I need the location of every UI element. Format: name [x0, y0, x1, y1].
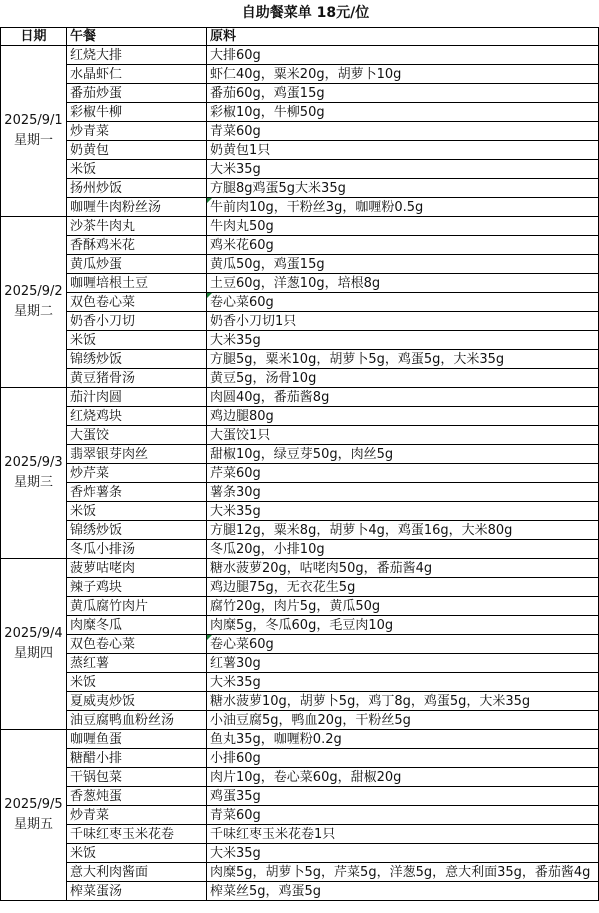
ingredients-cell: 鸡边腿75g，无衣花生5g — [207, 578, 599, 597]
ingredients-cell: 大米35g — [207, 673, 599, 692]
ingredients-cell: 大米35g — [207, 844, 599, 863]
ingredients-cell: 鸡蛋35g — [207, 787, 599, 806]
table-row — [1, 521, 599, 540]
dish-cell: 红烧鸡块 — [67, 407, 207, 426]
table-row — [1, 768, 599, 787]
dish-cell: 茄汁肉圆 — [67, 388, 207, 407]
table-row — [1, 806, 599, 825]
ingredients-cell: 方腿12g，粟米8g，胡萝卜4g，鸡蛋16g，大米80g — [207, 521, 599, 540]
table-row — [1, 312, 599, 331]
dish-cell: 黄瓜炒蛋 — [67, 255, 207, 274]
header-dish: 午餐 — [67, 28, 207, 46]
header-ingredients: 原料 — [207, 28, 599, 46]
ingredients-cell: 青菜60g — [207, 122, 599, 141]
dish-cell: 番茄炒蛋 — [67, 84, 207, 103]
ingredients-cell: 黄瓜50g，鸡蛋15g — [207, 255, 599, 274]
table-row — [1, 255, 599, 274]
dish-cell: 香酥鸡米花 — [67, 236, 207, 255]
table-row — [1, 65, 599, 84]
dish-cell: 咖喱鱼蛋 — [67, 730, 207, 749]
dish-cell: 双色卷心菜 — [67, 635, 207, 654]
ingredients-cell: 大米35g — [207, 160, 599, 179]
ingredients-cell: 牛肉丸50g — [207, 217, 599, 236]
table-row — [1, 445, 599, 464]
table-row — [1, 464, 599, 483]
dish-cell: 双色卷心菜 — [67, 293, 207, 312]
ingredients-cell: 红薯30g — [207, 654, 599, 673]
dish-cell: 米饭 — [67, 502, 207, 521]
table-row — [1, 749, 599, 768]
dish-cell: 黄瓜腐竹肉片 — [67, 597, 207, 616]
ingredients-cell: 大米35g — [207, 331, 599, 350]
table-row — [1, 103, 599, 122]
ingredients-cell: 甜椒10g，绿豆芽50g，肉丝5g — [207, 445, 599, 464]
day-cell — [1, 46, 67, 217]
dish-cell: 夏威夷炒饭 — [67, 692, 207, 711]
day-date: 2025/9/1 — [4, 113, 63, 128]
ingredients-cell: 千味红枣玉米花卷1只 — [207, 825, 599, 844]
dish-cell: 菠萝咕咾肉 — [67, 559, 207, 578]
day-date: 2025/9/4 — [4, 626, 63, 641]
table-row — [1, 388, 599, 407]
table-row — [1, 863, 599, 882]
dish-cell: 香炸薯条 — [67, 483, 207, 502]
day-weekday: 星期二 — [13, 304, 53, 319]
ingredients-cell: 肉糜5g，胡萝卜5g，芹菜5g，洋葱5g，意大利面35g，番茄酱4g — [207, 863, 599, 882]
dish-cell: 炒青菜 — [67, 122, 207, 141]
table-row — [1, 635, 599, 654]
menu-body — [1, 46, 599, 901]
table-row — [1, 502, 599, 521]
dish-cell: 翡翠银芽肉丝 — [67, 445, 207, 464]
ingredients-cell: 番茄60g，鸡蛋15g — [207, 84, 599, 103]
ingredients-cell: 青菜60g — [207, 806, 599, 825]
ingredients-cell: 方腿5g，粟米10g，胡萝卜5g，鸡蛋5g，大米35g — [207, 350, 599, 369]
table-row — [1, 825, 599, 844]
ingredients-cell: 鸡边腿80g — [207, 407, 599, 426]
table-row — [1, 198, 599, 217]
ingredients-cell: 土豆60g，洋葱10g，培根8g — [207, 274, 599, 293]
ingredients-cell: 黄豆5g，汤骨10g — [207, 369, 599, 388]
day-weekday: 星期五 — [13, 817, 53, 832]
ingredients-cell: 卷心菜60g — [207, 293, 599, 312]
ingredients-cell: 大排60g — [207, 46, 599, 65]
dish-cell: 咖喱牛肉粉丝汤 — [67, 198, 207, 217]
dish-cell: 奶黄包 — [67, 141, 207, 160]
day-weekday: 星期一 — [13, 133, 53, 148]
dish-cell: 干锅包菜 — [67, 768, 207, 787]
ingredients-cell: 腐竹20g，肉片5g，黄瓜50g — [207, 597, 599, 616]
table-row — [1, 122, 599, 141]
ingredients-cell: 牛前肉10g，干粉丝3g，咖喱粉0.5g — [207, 198, 599, 217]
ingredients-cell: 彩椒10g，牛柳50g — [207, 103, 599, 122]
day-cell — [1, 730, 67, 901]
ingredients-cell: 奶香小刀切1只 — [207, 312, 599, 331]
dish-cell: 米饭 — [67, 331, 207, 350]
table-row — [1, 597, 599, 616]
dish-cell: 黄豆猪骨汤 — [67, 369, 207, 388]
dish-cell: 锦绣炒饭 — [67, 521, 207, 540]
table-row — [1, 274, 599, 293]
dish-cell: 米饭 — [67, 160, 207, 179]
dish-cell: 糖醋小排 — [67, 749, 207, 768]
table-row — [1, 692, 599, 711]
dish-cell: 彩椒牛柳 — [67, 103, 207, 122]
day-cell — [1, 388, 67, 559]
table-row — [1, 559, 599, 578]
ingredients-cell: 肉糜5g，冬瓜60g，毛豆肉10g — [207, 616, 599, 635]
ingredients-cell: 糖水菠萝20g，咕咾肉50g，番茄酱4g — [207, 559, 599, 578]
table-row — [1, 179, 599, 198]
ingredients-cell: 鱼丸35g，咖喱粉0.2g — [207, 730, 599, 749]
table-row — [1, 654, 599, 673]
table-row — [1, 141, 599, 160]
ingredients-cell: 卷心菜60g — [207, 635, 599, 654]
table-row — [1, 217, 599, 236]
table-row — [1, 616, 599, 635]
dish-cell: 水晶虾仁 — [67, 65, 207, 84]
ingredients-cell: 芹菜60g — [207, 464, 599, 483]
table-row — [1, 160, 599, 179]
ingredients-cell: 方腿8g鸡蛋5g大米35g — [207, 179, 599, 198]
table-row — [1, 844, 599, 863]
dish-cell: 蒸红薯 — [67, 654, 207, 673]
table-row — [1, 236, 599, 255]
ingredients-cell: 糖水菠萝10g，胡萝卜5g，鸡丁8g，鸡蛋5g，大米35g — [207, 692, 599, 711]
table-row — [1, 331, 599, 350]
ingredients-cell: 鸡米花60g — [207, 236, 599, 255]
dish-cell: 辣子鸡块 — [67, 578, 207, 597]
dish-cell: 米饭 — [67, 673, 207, 692]
table-row — [1, 84, 599, 103]
ingredients-cell: 肉片10g，卷心菜60g，甜椒20g — [207, 768, 599, 787]
dish-cell: 红烧大排 — [67, 46, 207, 65]
day-cell — [1, 217, 67, 388]
dish-cell: 香葱炖蛋 — [67, 787, 207, 806]
dish-cell: 奶香小刀切 — [67, 312, 207, 331]
ingredients-cell: 薯条30g — [207, 483, 599, 502]
table-row — [1, 711, 599, 730]
dish-cell: 米饭 — [67, 844, 207, 863]
table-row — [1, 407, 599, 426]
ingredients-cell: 肉圆40g，番茄酱8g — [207, 388, 599, 407]
dish-cell: 锦绣炒饭 — [67, 350, 207, 369]
table-row — [1, 426, 599, 445]
dish-cell: 肉糜冬瓜 — [67, 616, 207, 635]
dish-cell: 扬州炒饭 — [67, 179, 207, 198]
ingredients-cell: 榨菜丝5g，鸡蛋5g — [207, 882, 599, 901]
day-cell — [1, 559, 67, 730]
ingredients-cell: 小油豆腐5g，鸭血20g，干粉丝5g — [207, 711, 599, 730]
ingredients-cell: 冬瓜20g，小排10g — [207, 540, 599, 559]
table-row — [1, 578, 599, 597]
table-row — [1, 293, 599, 312]
table-row — [1, 730, 599, 749]
day-weekday: 星期四 — [13, 646, 53, 661]
dish-cell: 炒芹菜 — [67, 464, 207, 483]
day-date: 2025/9/2 — [4, 284, 63, 299]
dish-cell: 油豆腐鸭血粉丝汤 — [67, 711, 207, 730]
ingredients-cell: 奶黄包1只 — [207, 141, 599, 160]
day-weekday: 星期三 — [13, 475, 53, 490]
dish-cell: 大蛋饺 — [67, 426, 207, 445]
ingredients-cell: 大米35g — [207, 502, 599, 521]
dish-cell: 咖喱培根土豆 — [67, 274, 207, 293]
dish-cell: 冬瓜小排汤 — [67, 540, 207, 559]
ingredients-cell: 虾仁40g，粟米20g，胡萝卜10g — [207, 65, 599, 84]
day-date: 2025/9/3 — [4, 455, 63, 470]
day-date: 2025/9/5 — [4, 797, 63, 812]
table-row — [1, 369, 599, 388]
header-row — [1, 28, 599, 46]
ingredients-cell: 小排60g — [207, 749, 599, 768]
dish-cell: 千味红枣玉米花卷 — [67, 825, 207, 844]
menu-table — [0, 27, 599, 901]
table-row — [1, 673, 599, 692]
table-row — [1, 882, 599, 901]
menu-title: 自助餐菜单 18元/位 — [241, 5, 370, 21]
ingredients-cell: 大蛋饺1只 — [207, 426, 599, 445]
table-row — [1, 540, 599, 559]
dish-cell: 意大利肉酱面 — [67, 863, 207, 882]
table-row — [1, 787, 599, 806]
dish-cell: 炒青菜 — [67, 806, 207, 825]
dish-cell: 沙茶牛肉丸 — [67, 217, 207, 236]
header-date: 日期 — [1, 28, 67, 46]
table-row — [1, 46, 599, 65]
table-row — [1, 483, 599, 502]
table-row — [1, 350, 599, 369]
dish-cell: 榨菜蛋汤 — [67, 882, 207, 901]
